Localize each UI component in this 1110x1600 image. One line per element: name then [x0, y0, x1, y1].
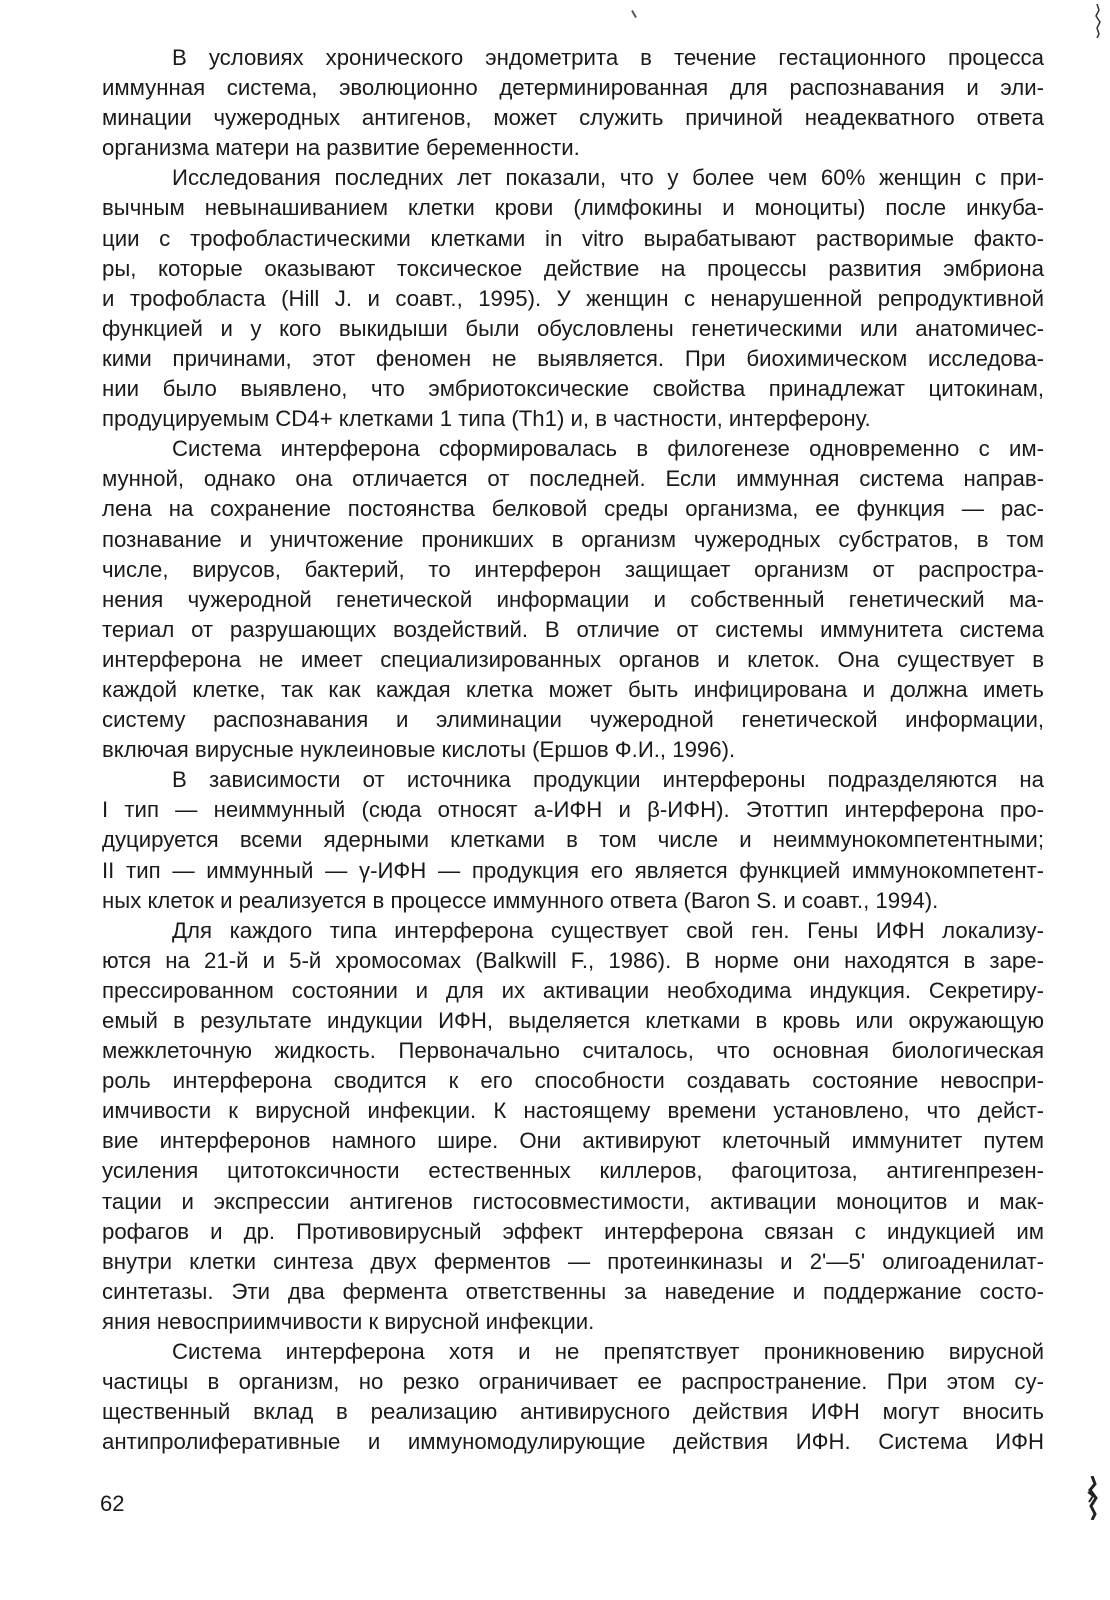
- text-line: антипролиферативные и иммуномодулирующие действия ИФН. Система ИФН: [102, 1429, 1044, 1455]
- text-line: ных клеток и реализуется в процессе иммунного ответа (Baron S. и соавт., 1994).: [102, 887, 939, 913]
- text-line: нения чужеродной генетической информации и собственный генетический ма-: [102, 586, 1044, 612]
- text-line: иммунная система, эволюционно детерминированная для распознавания и эли-: [102, 75, 1044, 101]
- body-text: [102, 43, 1044, 1457]
- text-line: включая вирусные нуклеиновые кислоты (Ершов Ф.И., 1996).: [102, 737, 736, 763]
- text-line: емый в результате индукции ИФН, выделяется клетками в кровь или окружающую: [102, 1008, 1044, 1033]
- text-line: организма матери на развитие беременности.: [102, 135, 580, 161]
- text-line: усиления цитотоксичности естественных киллеров, фагоцитоза, антигенпрезен-: [102, 1158, 1044, 1184]
- text-line: познавание и уничтожение проникших в организм чужеродных субстратов, в том: [102, 526, 1044, 552]
- text-line: яния невосприимчивости к вирусной инфекции.: [102, 1308, 595, 1334]
- text-line: В условиях хронического эндометрита в течение гестационного процесса: [172, 45, 1044, 70]
- text-line: I тип — неиммунный (сюда относят а-ИФН и β-ИФН). Этоттип интерферона про-: [102, 797, 1044, 823]
- text-line: дуцируется всеми ядерными клетками в том числе и неиммунокомпетентными;: [102, 827, 1044, 853]
- text-line: II тип — иммунный — γ-ИФН — продукция его является функцией иммунокомпетент-: [102, 857, 1044, 883]
- text-line: ются на 21-й и 5-й хромосомах (Balkwill F., 1986). В норме они находятся в заре-: [102, 947, 1044, 973]
- text-line: Система интерферона хотя и не препятствует проникновению вирусной: [172, 1339, 1044, 1365]
- text-line: ры, которые оказывают токсическое действие на процессы развития эмбриона: [102, 255, 1044, 281]
- text-line: ции с трофобластическими клетками in vitro вырабатывают растворимые факто-: [102, 225, 1044, 251]
- text-line: тации и экспрессии антигенов гистосовместимости, активации моноцитов и мак-: [102, 1188, 1044, 1214]
- text-line: вычным невынашиванием клетки крови (лимфокины и моноциты) после инкуба-: [102, 195, 1044, 221]
- text-line: Исследования последних лет показали, что у более чем 60% женщин с при-: [172, 165, 1044, 191]
- text-line: щественный вклад в реализацию антивирусного действия ИФН могут вносить: [102, 1399, 1044, 1425]
- text-line: синтетазы. Эти два фермента ответственны за наведение и поддержание состо-: [102, 1278, 1044, 1304]
- text-line: В зависимости от источника продукции интерфероны подразделяются на: [172, 767, 1044, 793]
- text-line: каждой клетке, так как каждая клетка может быть инфицирована и должна иметь: [102, 676, 1044, 702]
- paragraph: [102, 43, 1044, 163]
- text-line: кими причинами, этот феномен не выявляется. При биохимическом исследова-: [102, 345, 1044, 371]
- text-line: нии было выявлено, что эмбриотоксические свойства принадлежат цитокинам,: [102, 376, 1044, 402]
- scan-edge-mark-bottom: [1084, 1476, 1100, 1520]
- text-line: интерферона не имеет специализированных органов и клеток. Она существует в: [102, 646, 1044, 672]
- scan-speck: [631, 10, 637, 18]
- text-line: функцией и у кого выкидыши были обусловлены генетическими или анатомичес-: [102, 315, 1044, 341]
- text-line: Для каждого типа интерферона существует свой ген. Гены ИФН локализу-: [172, 917, 1044, 943]
- text-line: прессированном состоянии и для их активации необходима индукция. Секретиру-: [102, 977, 1044, 1003]
- text-line: продуцируемым CD4+ клетками 1 типа (Th1) и, в частности, интерферону.: [102, 406, 871, 432]
- paragraph: [102, 916, 1044, 1337]
- paragraph: [102, 434, 1044, 765]
- text-line: вие интерферонов намного шире. Они активируют клеточный иммунитет путем: [102, 1128, 1044, 1154]
- page-number: 62: [100, 1491, 125, 1516]
- paragraph: [102, 765, 1044, 915]
- text-line: систему распознавания и элиминации чужеродной генетической информации,: [102, 707, 1044, 733]
- paragraph: [102, 1337, 1044, 1457]
- text-line: минации чужеродных антигенов, может служить причиной неадекватного ответа: [102, 105, 1044, 131]
- text-line: внутри клетки синтеза двух ферментов — протеинкиназы и 2'—5' олигоаденилат-: [102, 1248, 1044, 1274]
- text-line: роль интерферона сводится к его способности создавать состояние невоспри-: [102, 1068, 1044, 1094]
- text-line: Система интерферона сформировалась в филогенезе одновременно с им-: [172, 436, 1044, 462]
- text-line: рофагов и др. Противовирусный эффект интерферона связан с индукцией им: [102, 1218, 1044, 1244]
- text-line: мунной, однако она отличается от последней. Если иммунная система направ-: [102, 466, 1044, 492]
- text-line: межклеточную жидкость. Первоначально считалось, что основная биологическая: [102, 1038, 1044, 1064]
- text-line: лена на сохранение постоянства белковой среды организма, ее функция — рас-: [102, 496, 1044, 522]
- text-line: числе, вирусов, бактерий, то интерферон защищает организм от распростра-: [102, 556, 1044, 582]
- paragraph: [102, 163, 1044, 434]
- scan-edge-mark-top: [1092, 4, 1102, 38]
- text-line: и трофобласта (Hill J. и соавт., 1995). У женщин с ненарушенной репродуктивной: [102, 285, 1044, 311]
- text-line: частицы в организм, но резко ограничивает ее распространение. При этом су-: [102, 1369, 1044, 1395]
- text-line: имчивости к вирусной инфекции. К настоящему времени установлено, что дейст-: [102, 1098, 1044, 1124]
- text-line: териал от разрушающих воздействий. В отличие от системы иммунитета система: [102, 616, 1044, 642]
